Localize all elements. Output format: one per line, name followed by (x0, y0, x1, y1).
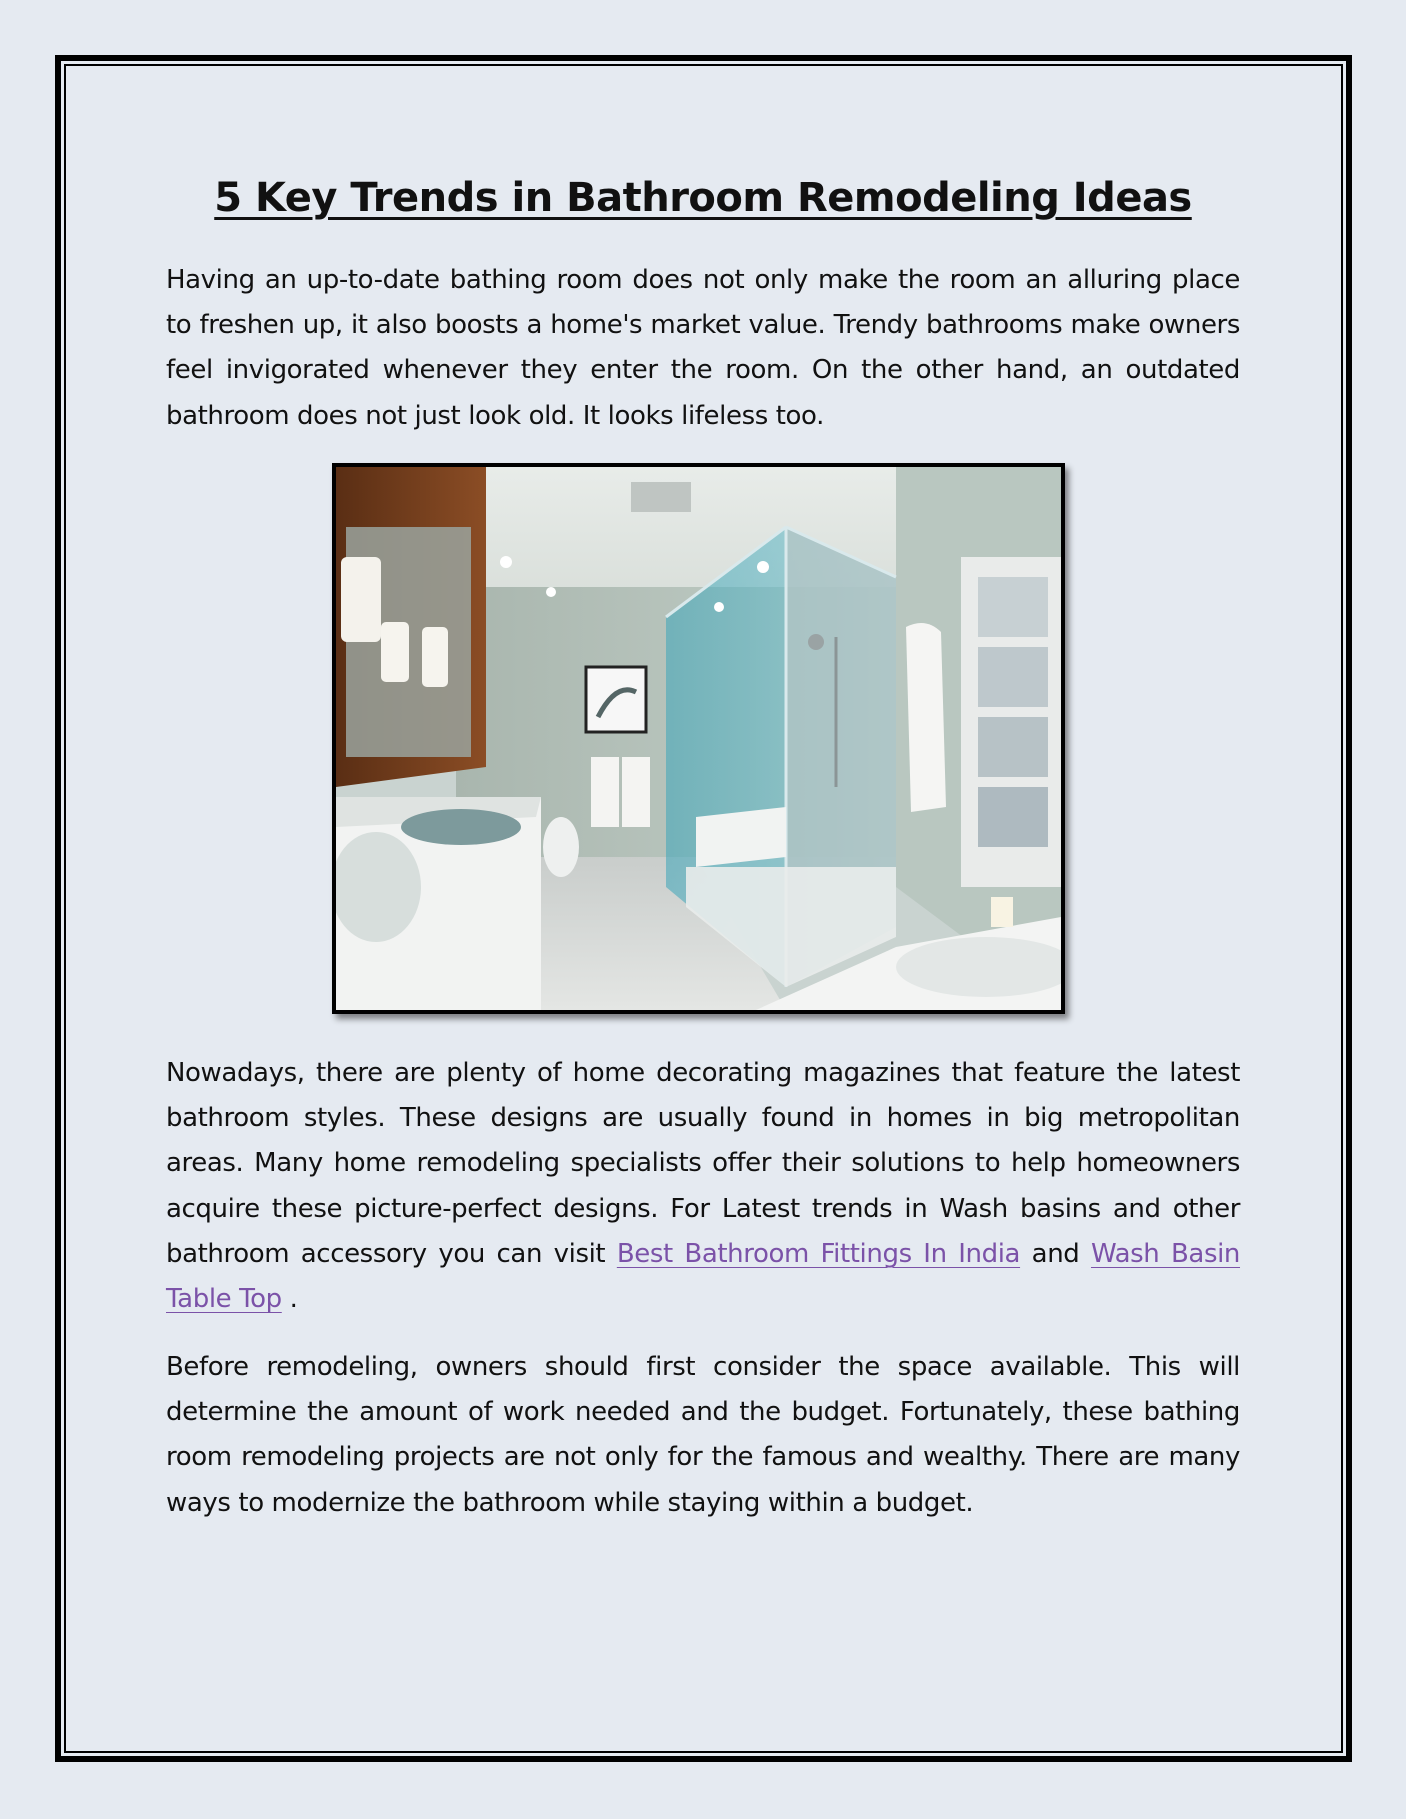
trends-paragraph (166, 1051, 1240, 1322)
intro-paragraph: Having an up-to-date bathing room does not only make the room an alluring place to freshen up, it also boosts a home's market value. Trendy bathrooms make owners feel invigorated whenever they enter the room. On the other hand, an outdated bathroom does not just look old. It looks lifeless too. (166, 265, 1240, 431)
budget-paragraph: Before remodeling, owners should first consider the space available. This will determine the amount of work needed and the budget. Fortunately, these bathing room remodeling projects are not only for the famous and wealthy. There are many ways to modernize the bathroom while staying within a budget. (166, 1352, 1240, 1518)
document-title: 5 Key Trends in Bathroom Remodeling Ideas (214, 175, 1192, 221)
bathroom-photo (332, 463, 1065, 1014)
paragraph-2-text-end: . (281, 1284, 298, 1315)
best-bathroom-fittings-link[interactable]: Best Bathroom Fittings In India (616, 1238, 1021, 1269)
paragraph-2-text-between: and (1020, 1238, 1091, 1269)
wash-basin-table-top-link[interactable]: Wash Basin Table Top (166, 1238, 1241, 1315)
paragraph-2-text-start: Nowadays, there are plenty of home decorating magazines that feature the latest bathroom styles. These designs are usually found in homes in big metropolitan areas. Many home remodeling specialists offer their solutions to help homeowners acquire these picture-perfect designs. For Latest trends in Wash basins and other bathroom accessory you can visit (166, 1058, 1240, 1269)
